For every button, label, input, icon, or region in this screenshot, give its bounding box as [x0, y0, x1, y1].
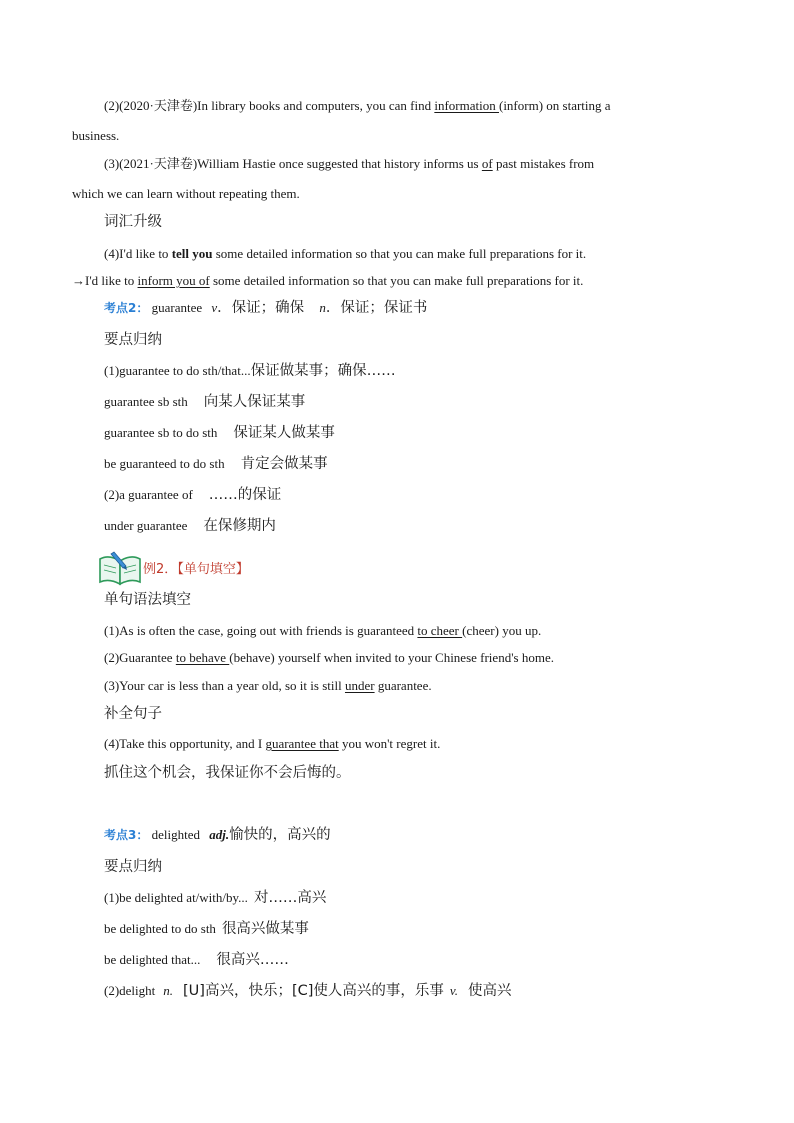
q4-answer: guarantee that [265, 736, 339, 751]
example-2-q4 [104, 735, 440, 753]
vocab-heading: 词汇升级 [104, 214, 162, 230]
example-2-q4-translation: 抓住这个机会，我保证你不会后悔的。 [104, 765, 351, 781]
q1-text: (1)As is often the case, going out with friends is guaranteed [104, 623, 418, 638]
point-2-word: guarantee [151, 300, 203, 315]
point-3-item-3-cn: 很高兴…… [216, 952, 289, 968]
q3-text: (3)Your car is less than a year old, so it is still [104, 678, 345, 693]
item-4b-text-end: some detailed information so that you can make full preparations for it. [209, 273, 584, 288]
example-2-dot: ． [164, 562, 178, 577]
point-2-item-6-en: under guarantee [104, 518, 188, 533]
point-3-label: 考点3： [104, 828, 149, 842]
item-4-bold: tell you [171, 246, 213, 261]
example-2-sub-2: 补全句子 [104, 706, 162, 722]
item-3-text-end: past mistakes from [492, 156, 595, 171]
example-2-q3 [104, 677, 432, 695]
q2-text: (2)Guarantee [104, 650, 176, 665]
point-2-header [104, 299, 427, 317]
point-2-item-6 [104, 517, 276, 535]
example-2-number: 2 [156, 562, 165, 577]
point-2-item-3-en: guarantee sb to do sth [104, 425, 218, 440]
point-3-header [104, 826, 331, 844]
q1-text-end: (cheer) you up. [462, 623, 542, 638]
point-2-pos-v: v [211, 300, 218, 315]
item-3-text: (3)(2021·天津卷)William Hastie once suggested that history informs us [104, 156, 482, 171]
q2-answer: to behave [175, 650, 230, 665]
example-2-sub-1: 单句语法填空 [104, 592, 191, 608]
point-3-item-4-cn-2: 使高兴 [467, 983, 512, 999]
point-3-item-4 [104, 982, 511, 1000]
point-2-item-2-cn: 向某人保证某事 [203, 394, 306, 410]
point-3-item-2 [104, 920, 309, 938]
point-3-word: delighted [151, 827, 200, 842]
point-3-item-1-cn: 对……高兴 [253, 890, 327, 906]
point-3-item-3 [104, 951, 289, 969]
point-2-pos-n: n [319, 300, 326, 315]
point-2-item-1-cn: 保证做某事；确保…… [250, 363, 396, 379]
q3-answer: under [344, 678, 375, 693]
item-2-answer: information [434, 98, 499, 113]
point-3-item-4-pos-n: n. [163, 983, 174, 998]
item-2-text-end: (inform) on starting a [498, 98, 611, 113]
item-3-line [104, 155, 594, 173]
example-2-q1 [104, 622, 541, 640]
point-3-item-1-en: (1)be delighted at/with/by... [104, 890, 248, 905]
point-3-item-2-cn: 很高兴做某事 [221, 921, 309, 937]
book-icon [97, 549, 143, 587]
point-3-item-2-en: be delighted to do sth [104, 921, 216, 936]
point-3-pos: adj. [209, 827, 230, 842]
point-2-item-4 [104, 455, 328, 473]
example-2-header [143, 560, 249, 579]
item-2-line [104, 97, 611, 115]
point-2-item-1 [104, 362, 396, 380]
point-3-meaning: 愉快的，高兴的 [229, 827, 331, 843]
point-2-item-4-cn: 肯定会做某事 [240, 456, 328, 472]
q4-text-end: you won't regret it. [338, 736, 441, 751]
point-2-item-3-cn: 保证某人做某事 [233, 425, 335, 441]
point-3-item-1 [104, 889, 326, 907]
point-3-item-4-en: (2)delight [104, 983, 156, 998]
item-2-cont-text: business. [72, 128, 120, 143]
point-2-item-2-en: guarantee sb sth [104, 394, 188, 409]
point-2-item-3 [104, 424, 335, 442]
point-3-item-4-pos-v: v. [449, 983, 458, 998]
point-2-item-5 [104, 486, 281, 504]
example-2-label: 例 [143, 562, 157, 577]
point-2-item-6-cn: 在保修期内 [203, 518, 276, 534]
point-2-meaning-v: ．保证；确保 [217, 300, 305, 316]
point-2-label: 考点2： [104, 301, 149, 315]
point-3-summary-heading: 要点归纳 [104, 859, 162, 875]
item-4-text: (4)I'd like to [104, 246, 172, 261]
q3-text-end: guarantee. [374, 678, 432, 693]
example-2-tag: 【单句填空】 [177, 562, 249, 577]
point-2-item-5-en: (2)a guarantee of [104, 487, 193, 502]
item-3-continuation [72, 185, 300, 203]
point-2-item-5-cn: ……的保证 [208, 487, 282, 503]
item-3-cont-text: which we can learn without repeating them. [72, 186, 300, 201]
item-4-text-end: some detailed information so that you can make full preparations for it. [212, 246, 587, 261]
q1-answer: to cheer [417, 623, 463, 638]
item-4b-line [72, 272, 583, 290]
q4-text: (4)Take this opportunity, and I [104, 736, 266, 751]
example-2-q2 [104, 649, 554, 667]
point-3-item-3-en: be delighted that... [104, 952, 201, 967]
item-4b-text: →I'd like to [72, 273, 138, 288]
point-3-item-4-cn-1: [U]高兴，快乐；[C]使人高兴的事，乐事 [183, 983, 444, 999]
item-3-answer: of [481, 156, 493, 171]
item-2-text: (2)(2020·天津卷)In library books and computers, you can find [104, 98, 435, 113]
point-2-summary-heading: 要点归纳 [104, 332, 162, 348]
point-2-item-1-en: (1)guarantee to do sth/that... [104, 363, 251, 378]
item-2-continuation [72, 127, 119, 145]
point-2-meaning-n: ．保证；保证书 [325, 300, 428, 316]
q2-text-end: (behave) yourself when invited to your Chinese friend's home. [229, 650, 554, 665]
point-2-item-2 [104, 393, 305, 411]
item-4b-answer: inform you of [137, 273, 210, 288]
item-4-line [104, 245, 586, 263]
point-2-item-4-en: be guaranteed to do sth [104, 456, 225, 471]
